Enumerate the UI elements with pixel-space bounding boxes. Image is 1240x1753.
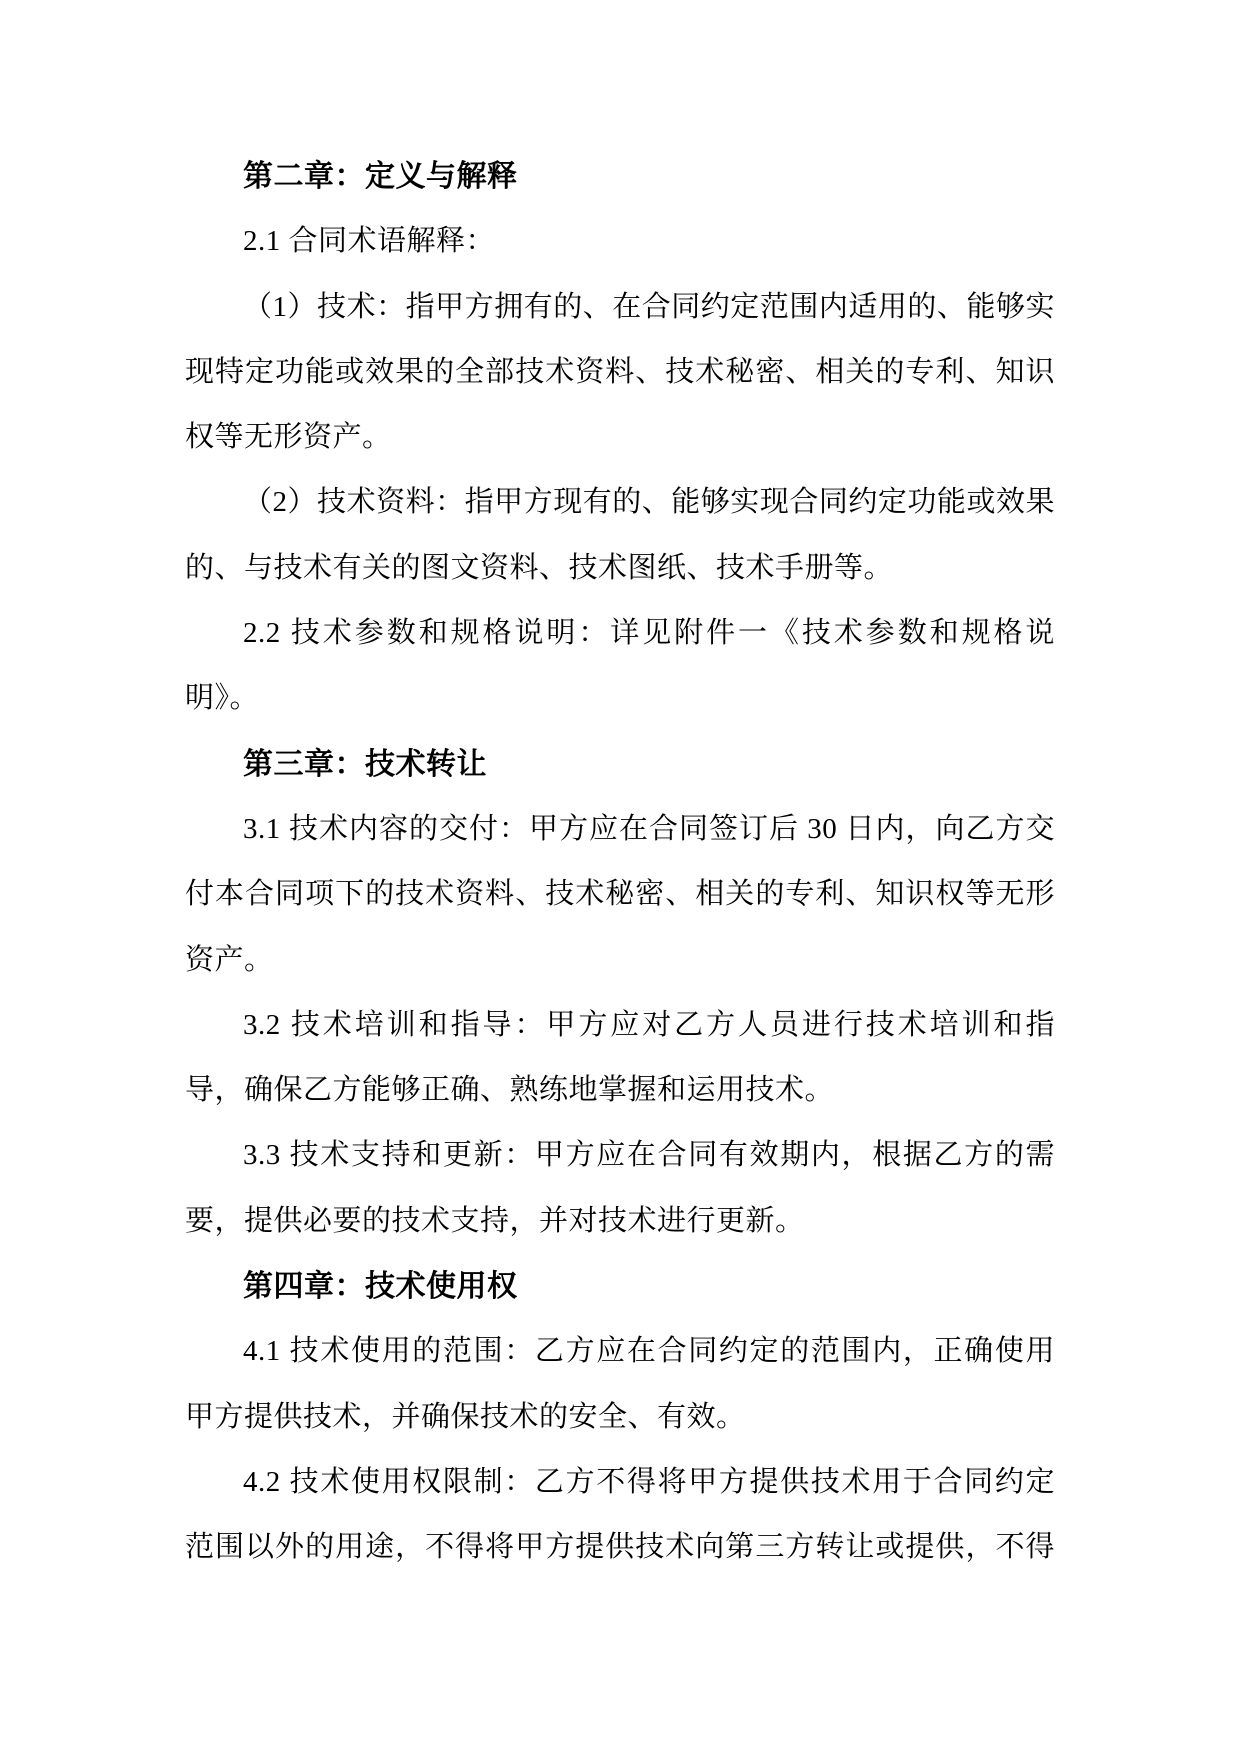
chapter-heading — [185, 732, 1055, 797]
text-line: 3.2 技术培训和指导：甲方应对乙方人员进行技术培训和指 — [243, 1008, 1055, 1041]
contract-paragraph — [185, 470, 1055, 601]
text-line: 4.1 技术使用的范围：乙方应在合同约定的范围内，正确使用 — [243, 1335, 1055, 1368]
text-line: 第四章：技术使用权 — [243, 1270, 518, 1304]
text-line: 3.3 技术支持和更新：甲方应在合同有效期内，根据乙方的需 — [243, 1139, 1055, 1172]
contract-paragraph — [185, 601, 1055, 732]
contract-paragraph — [185, 1123, 1055, 1254]
text-line: 4.2 技术使用权限制：乙方不得将甲方提供技术用于合同约定 — [243, 1465, 1055, 1498]
contract-paragraph — [185, 797, 1055, 993]
text-line: 资产。 — [185, 943, 274, 976]
text-line: 权等无形资产。 — [185, 421, 392, 454]
text-line: 甲方提供技术，并确保技术的安全、有效。 — [185, 1400, 746, 1433]
contract-paragraph — [185, 275, 1055, 471]
contract-paragraph — [185, 209, 1055, 274]
text-line: 2.1 合同术语解释： — [243, 225, 496, 258]
text-line: 3.1 技术内容的交付：甲方应在合同签订后 30 日内，向乙方交 — [243, 812, 1055, 845]
text-line: 第二章：定义与解释 — [243, 160, 518, 193]
text-line: 的、与技术有关的图文资料、技术图纸、技术手册等。 — [185, 551, 894, 584]
chapter-heading — [185, 144, 1055, 209]
contract-paragraph — [185, 1450, 1055, 1581]
text-line: 明》。 — [185, 682, 260, 715]
text-line: （1）技术：指甲方拥有的、在合同约定范围内适用的、能够实 — [243, 290, 1055, 323]
text-line: 导，确保乙方能够正确、熟练地掌握和运用技术。 — [185, 1074, 835, 1107]
contract-paragraph — [185, 1319, 1055, 1450]
text-line: 2.2 技术参数和规格说明：详见附件一《技术参数和规格说 — [243, 617, 1055, 650]
contract-body — [185, 144, 1055, 1581]
text-line: 现特定功能或效果的全部技术资料、技术秘密、相关的专利、知识 — [185, 355, 1055, 388]
text-line: 范围以外的用途，不得将甲方提供技术向第三方转让或提供，不得 — [185, 1531, 1055, 1564]
chapter-heading — [185, 1254, 1055, 1319]
text-line: 付本合同项下的技术资料、技术秘密、相关的专利、知识权等无形 — [185, 878, 1055, 911]
text-line: 要，提供必要的技术支持，并对技术进行更新。 — [185, 1204, 805, 1237]
contract-paragraph — [185, 993, 1055, 1124]
text-line: 第三章：技术转让 — [243, 747, 487, 781]
text-line: （2）技术资料：指甲方现有的、能够实现合同约定功能或效果 — [243, 486, 1055, 519]
